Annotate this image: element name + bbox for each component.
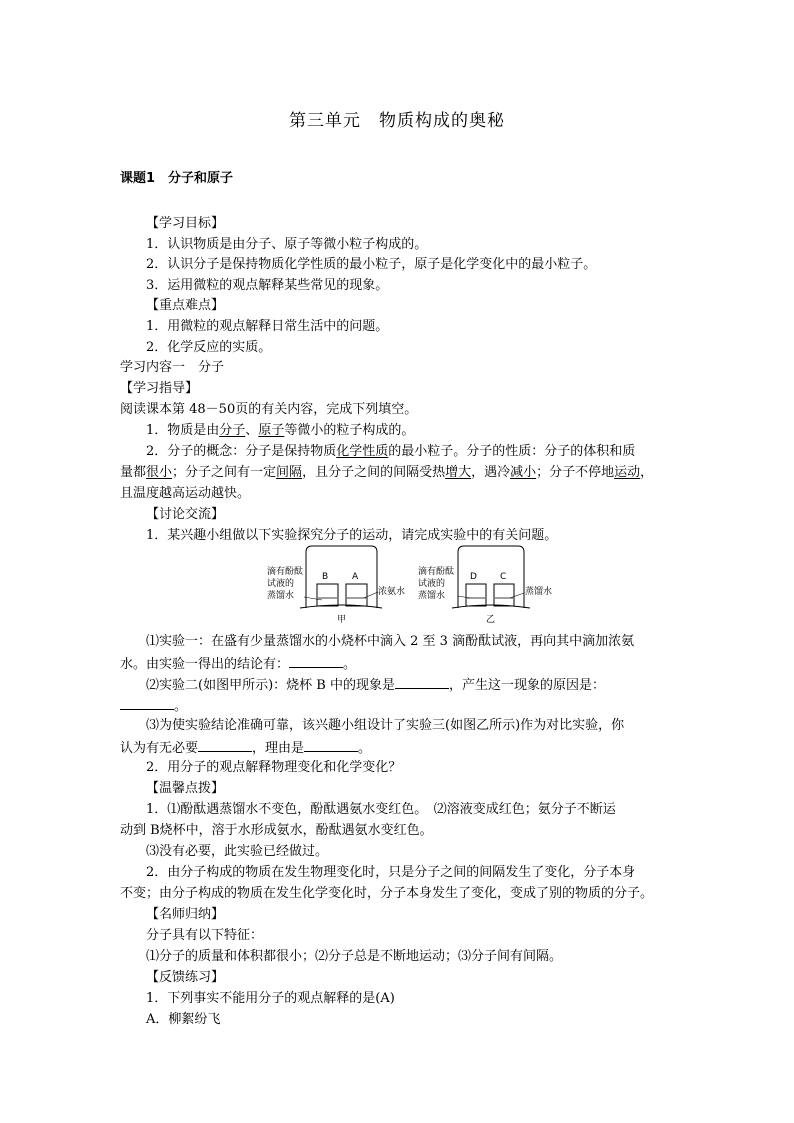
right-label-line1: 滴有酚酞 <box>418 567 455 577</box>
section-heading-objectives: 【学习目标】 <box>146 216 225 231</box>
tip-line-2: 动到 B烧杯中，溶于水形成氨水，酚酞遇氨水变红色。 <box>120 823 433 838</box>
answer-underline: 很小 <box>146 465 173 480</box>
beaker-a-label: A <box>352 572 359 582</box>
objective-2: 2．认识分子是保持物质化学性质的最小粒子，原子是化学变化中的最小粒子。 <box>146 257 597 272</box>
beaker-d-label: D <box>470 572 477 582</box>
lesson-subtitle: 课题1 分子和原子 <box>120 171 234 186</box>
page-title: 第三单元 物质构成的奥秘 <box>289 111 505 131</box>
left-label-line2: 试液的 <box>267 579 295 589</box>
section-heading-key-points: 【重点难点】 <box>146 298 225 313</box>
question-2-line2: 。 <box>120 695 187 717</box>
caption-right: 乙 <box>486 615 496 625</box>
apparatus-right <box>452 546 530 608</box>
section-heading-discussion: 【讨论交流】 <box>146 507 225 522</box>
section-heading-tips: 【温馨点拨】 <box>146 781 225 796</box>
guide-item-2-end: 且温度越高运动越快。 <box>120 486 251 501</box>
answer-underline: 分子 <box>219 423 246 438</box>
answer-underline: 原子 <box>258 423 285 438</box>
tip-line-3: ⑶没有必要，此实验已经做过。 <box>146 844 329 859</box>
answer-underline: 化学性质 <box>336 444 389 459</box>
tip-line-4: 2．由分子构成的物质在发生物理变化时，只是分子之间的间隔发生了变化，分子本身 <box>146 865 636 880</box>
apparatus-left <box>300 546 382 608</box>
section-heading-feedback: 【反馈练习】 <box>146 970 225 985</box>
discussion-2: 2．用分子的观点解释物理变化和化学变化？ <box>146 760 402 775</box>
key-point-2: 2．化学反应的实质。 <box>146 340 272 355</box>
answer-blank[interactable] <box>395 674 449 689</box>
distilled-water-label: 蒸馏水 <box>525 587 553 597</box>
answer-blank[interactable] <box>304 737 358 752</box>
section-heading-teacher: 【名师归纳】 <box>146 907 225 922</box>
question-2-line1: ⑵实验二(如图甲所示)：烧杯 B 中的现象是 ，产生这一现象的原因是： <box>146 674 605 696</box>
caption-left: 甲 <box>337 615 347 625</box>
objective-3: 3．运用微粒的观点解释某些常见的现象。 <box>146 278 389 293</box>
key-point-1: 1．用微粒的观点解释日常生活中的问题。 <box>146 319 389 334</box>
right-label-line2: 试液的 <box>418 579 446 589</box>
question-1-line1: ⑴实验一：在盛有少量蒸馏水的小烧杯中滴入 2 至 3 滴酚酞试液，再向其中滴加浓氨 <box>146 634 635 649</box>
question-3-line2: 认为有无必要 ，理由是 。 <box>120 737 371 759</box>
left-label-line1: 滴有酚酞 <box>267 567 304 577</box>
teacher-summary-2: ⑴分子的质量和体积都很小；⑵分子总是不断地运动；⑶分子间有间隔。 <box>146 949 563 964</box>
section-heading-guide: 【学习指导】 <box>120 381 199 396</box>
guide-item-2: 2．分子的概念：分子是保持物质化学性质的最小粒子。分子的性质：分子的体积和质 <box>146 444 636 459</box>
question-1-line2: 水。由实验一得出的结论有： 。 <box>120 653 356 675</box>
right-label-line3: 蒸馏水 <box>418 591 446 601</box>
answer-underline: 运动 <box>614 465 641 480</box>
answer-blank[interactable] <box>120 695 174 710</box>
answer-underline: 减小 <box>510 465 537 480</box>
guide-intro: 阅读课本第 48－50页的有关内容，完成下列填空。 <box>120 402 418 417</box>
answer-underline: 增大 <box>445 465 472 480</box>
tip-line-5: 不变；由分子构成的物质在发生化学变化时，分子本身发生了变化，变成了别的物质的分子。 <box>120 886 654 901</box>
guide-item-1: 1．物质是由分子、原子等微小的粒子构成的。 <box>146 423 415 438</box>
feedback-question-1: 1．下列事实不能用分子的观点解释的是(A) <box>146 991 395 1006</box>
beaker-b-label: B <box>322 572 329 582</box>
ammonia-label: 浓氨水 <box>378 587 406 597</box>
answer-underline: 间隔 <box>276 465 303 480</box>
beaker-c-label: C <box>500 572 507 582</box>
objective-1: 1．认识物质是由分子、原子等微小粒子构成的。 <box>146 237 428 252</box>
question-3-line1: ⑶为使实验结论准确可靠，该兴趣小组设计了实验三(如图乙所示)作为对比实验，你 <box>146 718 625 733</box>
left-label-line3: 蒸馏水 <box>267 591 295 601</box>
teacher-summary-1: 分子具有以下特征： <box>146 928 264 943</box>
answer-blank[interactable] <box>198 737 252 752</box>
answer-blank[interactable] <box>289 653 343 668</box>
feedback-option-a: A．柳絮纷飞 <box>146 1012 221 1027</box>
discussion-1: 1．某兴趣小组做以下实验探究分子的运动，请完成实验中的有关问题。 <box>146 528 558 543</box>
guide-item-2-cont: 量都很小；分子之间有一定间隔，且分子之间的间隔受热增大，遇冷减小；分子不停地运动， <box>120 465 654 480</box>
learning-content-heading: 学习内容一 分子 <box>120 360 225 375</box>
tip-line-1: 1．⑴酚酞遇蒸馏水不变色，酚酞遇氨水变红色。 ⑵溶液变成红色；氨分子不断运 <box>146 802 616 817</box>
